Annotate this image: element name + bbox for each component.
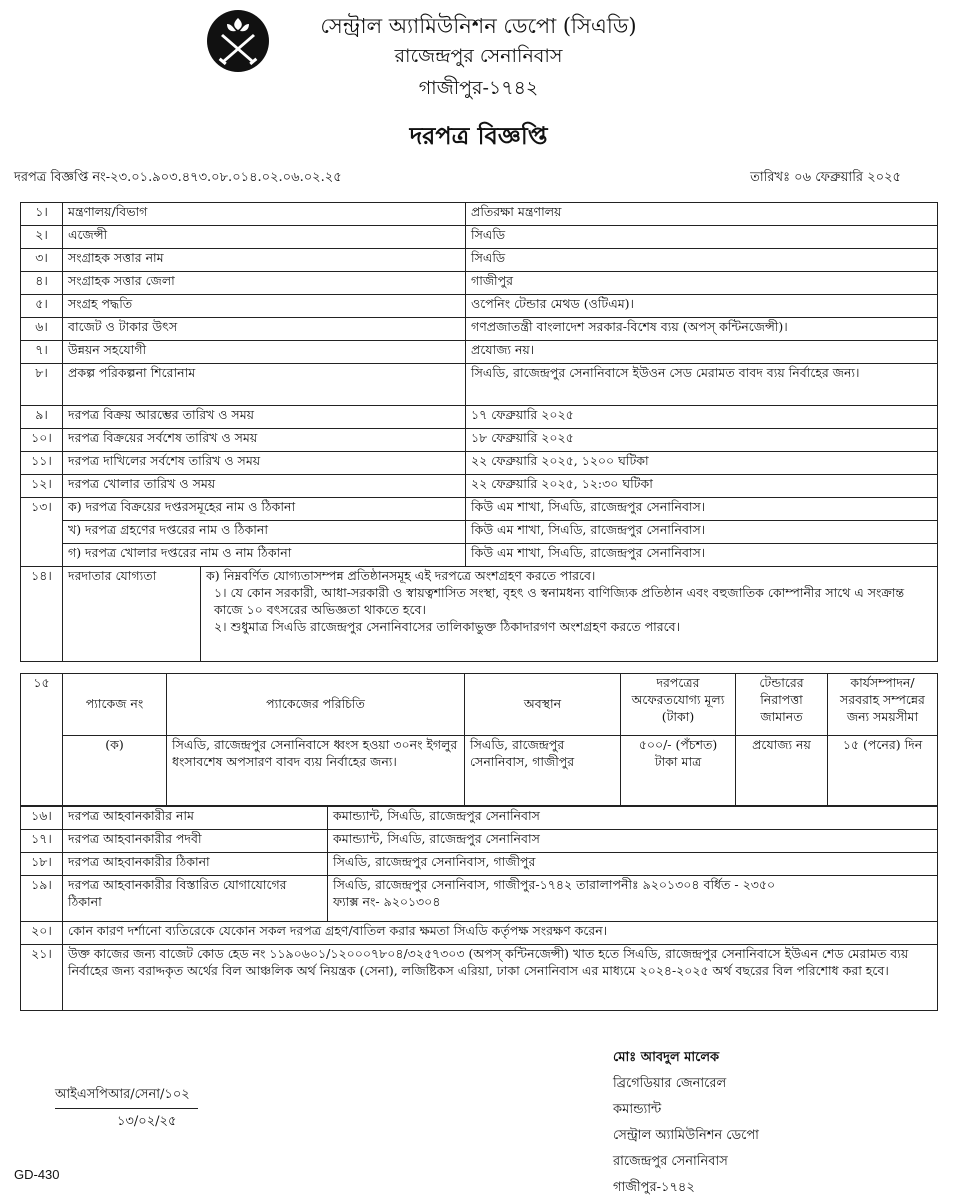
- row-number: ৮।: [21, 364, 63, 406]
- table-row: [21, 406, 938, 429]
- row-value: সিএডি: [466, 226, 938, 249]
- row-label: দরপত্র আহবানকারীর নাম: [63, 807, 328, 830]
- fax-line: ফ্যাক্স নং- ৯২০১৩০৪: [333, 893, 441, 909]
- row-label: দরপত্র আহবানকারীর ঠিকানা: [63, 853, 328, 876]
- table-cell: ৫০০/- (পঁচশত) টাকা মাত্র: [621, 736, 736, 806]
- row-number: ১।: [21, 203, 63, 226]
- row-number: ১৭।: [21, 830, 63, 853]
- table-row: [21, 674, 938, 736]
- row-value: সিএডি: [466, 249, 938, 272]
- column-header: কার্যসম্পাদন/ সরবরাহ সম্পন্নের জন্য সময়সীমা: [828, 674, 938, 736]
- table-row: [21, 452, 938, 475]
- row-label: এজেন্সী: [63, 226, 466, 249]
- table-row: [21, 249, 938, 272]
- row-value: প্রযোজ্য নয়।: [466, 341, 938, 364]
- signatory-place: রাজেন্দ্রপুর সেনানিবাস: [613, 1154, 728, 1169]
- row-value: প্রতিরক্ষা মন্ত্রণালয়: [466, 203, 938, 226]
- signatory-title: কমান্ড্যান্ট: [613, 1102, 662, 1117]
- table-row: [21, 853, 938, 876]
- row-label: দরপত্র খোলার তারিখ ও সময়: [63, 475, 466, 498]
- contact-line: সিএডি, রাজেন্দ্রপুর সেনানিবাস, গাজীপুর-১৭৪২ তারালাপনীঃ ৯২০১৩০৪ বর্ধিত - ২৩৫০: [333, 877, 776, 892]
- table-row: [21, 295, 938, 318]
- table-cell: প্রযোজ্য নয়: [736, 736, 828, 806]
- signature-block: [613, 1045, 759, 1201]
- table-row: [21, 521, 938, 544]
- row-label: দরপত্র বিক্রয়ের সর্বশেষ তারিখ ও সময়: [63, 429, 466, 452]
- column-header: প্যাকেজের পরিচিতি: [167, 674, 465, 736]
- row-number: ৩।: [21, 249, 63, 272]
- row-number: ১৩।: [21, 498, 63, 567]
- eligibility-criteria: [201, 567, 938, 662]
- row-text: কোন কারণ দর্শানো ব্যতিরেকে যেকোন সকল দরপত্র গ্রহণ/বাতিল করার ক্ষমতা সিএডি কর্তৃপক্ষ সংরক্ষণ করেন।: [63, 922, 938, 945]
- row-label: দরপত্র বিক্রয় আরম্ভের তারিখ ও সময়: [63, 406, 466, 429]
- row-text: উক্ত কাজের জন্য বাজেট কোড হেড নং ১১৯০৬০১/১২০০০৭৮০৪/৩২৫৭৩০৩ (অপস্ কন্টিনজেন্সী) খাত হতে সিএডি, রাজেন্দ্রপুর সেনানিবাসে ইউএন শেড মেরামত ব্যয় নির্বাহের জন্য বরাদ্দকৃত অর্থের বিল আঞ্চলিক অর্থ নিয়ন্ত্রক (সেনা), লজিষ্টিকস এরিয়া, ঢাকা সেনানিবাস এর মাধ্যমে ২০২৪-২০২৫ অর্থ বছরের বিল পরিশোধ করা হবে।: [63, 945, 938, 1011]
- table-row: [21, 736, 938, 806]
- notice-title: দরপত্র বিজ্ঞপ্তি: [409, 121, 548, 150]
- table-row: [21, 272, 938, 295]
- table-cell: ১৫ (পনের) দিন: [828, 736, 938, 806]
- row-label: দরপত্র আহবানকারীর বিস্তারিত যোগাযোগের ঠিকানা: [63, 876, 328, 922]
- row-value: ২২ ফেব্রুয়ারি ২০২৫, ১২০০ ঘটিকা: [466, 452, 938, 475]
- eligibility-point: ১। যে কোন সরকারী, আধা-সরকারী ও স্বায়ত্বশাসিত সংস্থা, বৃহৎ ও স্বনামধন্য বাণিজ্যিক প্রতিষ্ঠান এবং বহুজাতিক কোম্পানীর সাথে এ সংক্রান্ত কাজে ১০ বৎসরের অভিজ্ঞতা থাকতে হবে।: [214, 584, 905, 617]
- table-row: [21, 203, 938, 226]
- row-value: গাজীপুর: [466, 272, 938, 295]
- table-row: [21, 429, 938, 452]
- row-value: কমান্ড্যান্ট, সিএডি, রাজেন্দ্রপুর সেনানিবাস: [328, 807, 938, 830]
- table-row: [21, 922, 938, 945]
- table-row: [21, 945, 938, 1011]
- memo-date: ১৩/০২/২৫: [117, 1114, 177, 1129]
- package-table: [20, 673, 938, 806]
- row-label: সংগ্রহ পদ্ধতি: [63, 295, 466, 318]
- table-cell: সিএডি, রাজেন্দ্রপুর সেনানিবাস, গাজীপুর: [465, 736, 621, 806]
- row-number: ১৫: [21, 674, 63, 806]
- reference-number: দরপত্র বিজ্ঞপ্তি নং-২৩.০১.৯০৩.৪৭৩.০৮.০১৪.০২.০৬.০২.২৫: [14, 170, 342, 185]
- org-name: সেন্ট্রাল অ্যামিউনিশন ডেপো (সিএডি): [320, 14, 637, 38]
- table-cell: সিএডি, রাজেন্দ্রপুর সেনানিবাসে ধ্বংস হওয়া ৩০নং ইগলুর ধংসাবশেষ অপসারণ বাবদ ব্যয় নির্বাহের জন্য।: [167, 736, 465, 806]
- table-row: [21, 830, 938, 853]
- row-value: সিএডি, রাজেন্দ্রপুর সেনানিবাস, গাজীপুর: [328, 853, 938, 876]
- eligibility-point: ২। শুধুমাত্র সিএডি রাজেন্দ্রপুর সেনানিবাসের তালিকাভুক্ত ঠিকাদারগণ অংশগ্রহণ করতে পারবে।: [214, 618, 681, 634]
- row-number: ৫।: [21, 295, 63, 318]
- tender-info-table-2: [20, 806, 938, 1011]
- signatory-rank: ব্রিগেডিয়ার জেনারেল: [613, 1076, 727, 1091]
- table-row: [21, 475, 938, 498]
- row-label: দরদাতার যোগ্যতা: [63, 567, 201, 662]
- tender-info-table: [20, 202, 938, 662]
- org-city: গাজীপুর-১৭৪২: [418, 77, 539, 99]
- row-number: ২।: [21, 226, 63, 249]
- ispr-memo: [55, 1085, 198, 1133]
- row-number: ১১।: [21, 452, 63, 475]
- row-number: ১৪।: [21, 567, 63, 662]
- row-label: ক) দরপত্র বিক্রয়ের দপ্তরসমূহের নাম ও ঠিকানা: [63, 498, 466, 521]
- row-value: ১৭ ফেব্রুয়ারি ২০২৫: [466, 406, 938, 429]
- row-number: ৯।: [21, 406, 63, 429]
- signatory-city: গাজীপুর-১৭৪২: [613, 1180, 695, 1195]
- row-number: ১৯।: [21, 876, 63, 922]
- row-value: কিউ এম শাখা, সিএডি, রাজেন্দ্রপুর সেনানিবাস।: [466, 521, 938, 544]
- row-label: দরপত্র দাখিলের সর্বশেষ তারিখ ও সময়: [63, 452, 466, 475]
- row-value: [328, 876, 938, 922]
- row-label: খ) দরপত্র গ্রহণের দপ্তরের নাম ও ঠিকানা: [63, 521, 466, 544]
- column-header: টেন্ডারের নিরাপত্তা জামানত: [736, 674, 828, 736]
- row-label: উন্নয়ন সহযোগী: [63, 341, 466, 364]
- row-value: গণপ্রজাতন্ত্রী বাংলাদেশ সরকার-বিশেষ ব্যয় (অপস্ কন্টিনজেন্সী)।: [466, 318, 938, 341]
- table-row: [21, 341, 938, 364]
- row-label: বাজেট ও টাকার উৎস: [63, 318, 466, 341]
- row-number: ১২।: [21, 475, 63, 498]
- row-label: দরপত্র আহবানকারীর পদবী: [63, 830, 328, 853]
- table-row: [21, 567, 938, 662]
- row-number: ২০।: [21, 922, 63, 945]
- row-label: প্রকল্প পরিকল্পনা শিরোনাম: [63, 364, 466, 406]
- table-row: [21, 318, 938, 341]
- row-value: কিউ এম শাখা, সিএডি, রাজেন্দ্রপুর সেনানিবাস।: [466, 498, 938, 521]
- row-number: ২১।: [21, 945, 63, 1011]
- row-number: ১৮।: [21, 853, 63, 876]
- row-value: ১৮ ফেব্রুয়ারি ২০২৫: [466, 429, 938, 452]
- column-header: প্যাকেজ নং: [63, 674, 167, 736]
- row-label: মন্ত্রণালয়/বিভাগ: [63, 203, 466, 226]
- row-label: সংগ্রাহক সত্তার জেলা: [63, 272, 466, 295]
- org-location: রাজেন্দ্রপুর সেনানিবাস: [394, 45, 563, 67]
- row-number: ৪।: [21, 272, 63, 295]
- row-label: গ) দরপত্র খোলার দপ্তরের নাম ও নাম ঠিকানা: [63, 544, 466, 567]
- column-header: অবস্থান: [465, 674, 621, 736]
- row-number: ১০।: [21, 429, 63, 452]
- row-value: কমান্ড্যান্ট, সিএডি, রাজেন্দ্রপুর সেনানিবাস: [328, 830, 938, 853]
- column-header: দরপত্রের অফেরতযোগ্য মূল্য (টাকা): [621, 674, 736, 736]
- table-row: [21, 364, 938, 406]
- row-value: ২২ ফেব্রুয়ারি ২০২৫, ১২:৩০ ঘটিকা: [466, 475, 938, 498]
- signatory-org: সেন্ট্রাল অ্যামিউনিশন ডেপো: [613, 1128, 759, 1143]
- footer-code: GD-430: [14, 1167, 60, 1182]
- table-cell: (ক): [63, 736, 167, 806]
- row-number: ১৬।: [21, 807, 63, 830]
- table-row: [21, 498, 938, 521]
- row-number: ৬।: [21, 318, 63, 341]
- row-value: সিএডি, রাজেন্দ্রপুর সেনানিবাসে ইউওন সেড মেরামত বাবদ ব্যয় নির্বাহের জন্য।: [466, 364, 938, 406]
- signatory-name: মোঃ আবদুল মালেক: [613, 1050, 720, 1065]
- table-row: [21, 544, 938, 567]
- eligibility-intro: ক) নিম্নবর্ণিত যোগ্যতাসম্পন্ন প্রতিষ্ঠানসমূহ এই দরপত্রে অংশগ্রহণ করতে পারবে।: [206, 568, 596, 583]
- row-value: কিউ এম শাখা, সিএডি, রাজেন্দ্রপুর সেনানিবাস।: [466, 544, 938, 567]
- table-row: [21, 807, 938, 830]
- notice-date: তারিখঃ ০৬ ফেব্রুয়ারি ২০২৫: [750, 170, 901, 185]
- row-label: সংগ্রাহক সত্তার নাম: [63, 249, 466, 272]
- table-row: [21, 226, 938, 249]
- row-value: ওপেনিং টেন্ডার মেথড (ওটিএম)।: [466, 295, 938, 318]
- row-number: ৭।: [21, 341, 63, 364]
- memo-ref: আইএসপিআর/সেনা/১০২: [55, 1085, 198, 1109]
- table-row: [21, 876, 938, 922]
